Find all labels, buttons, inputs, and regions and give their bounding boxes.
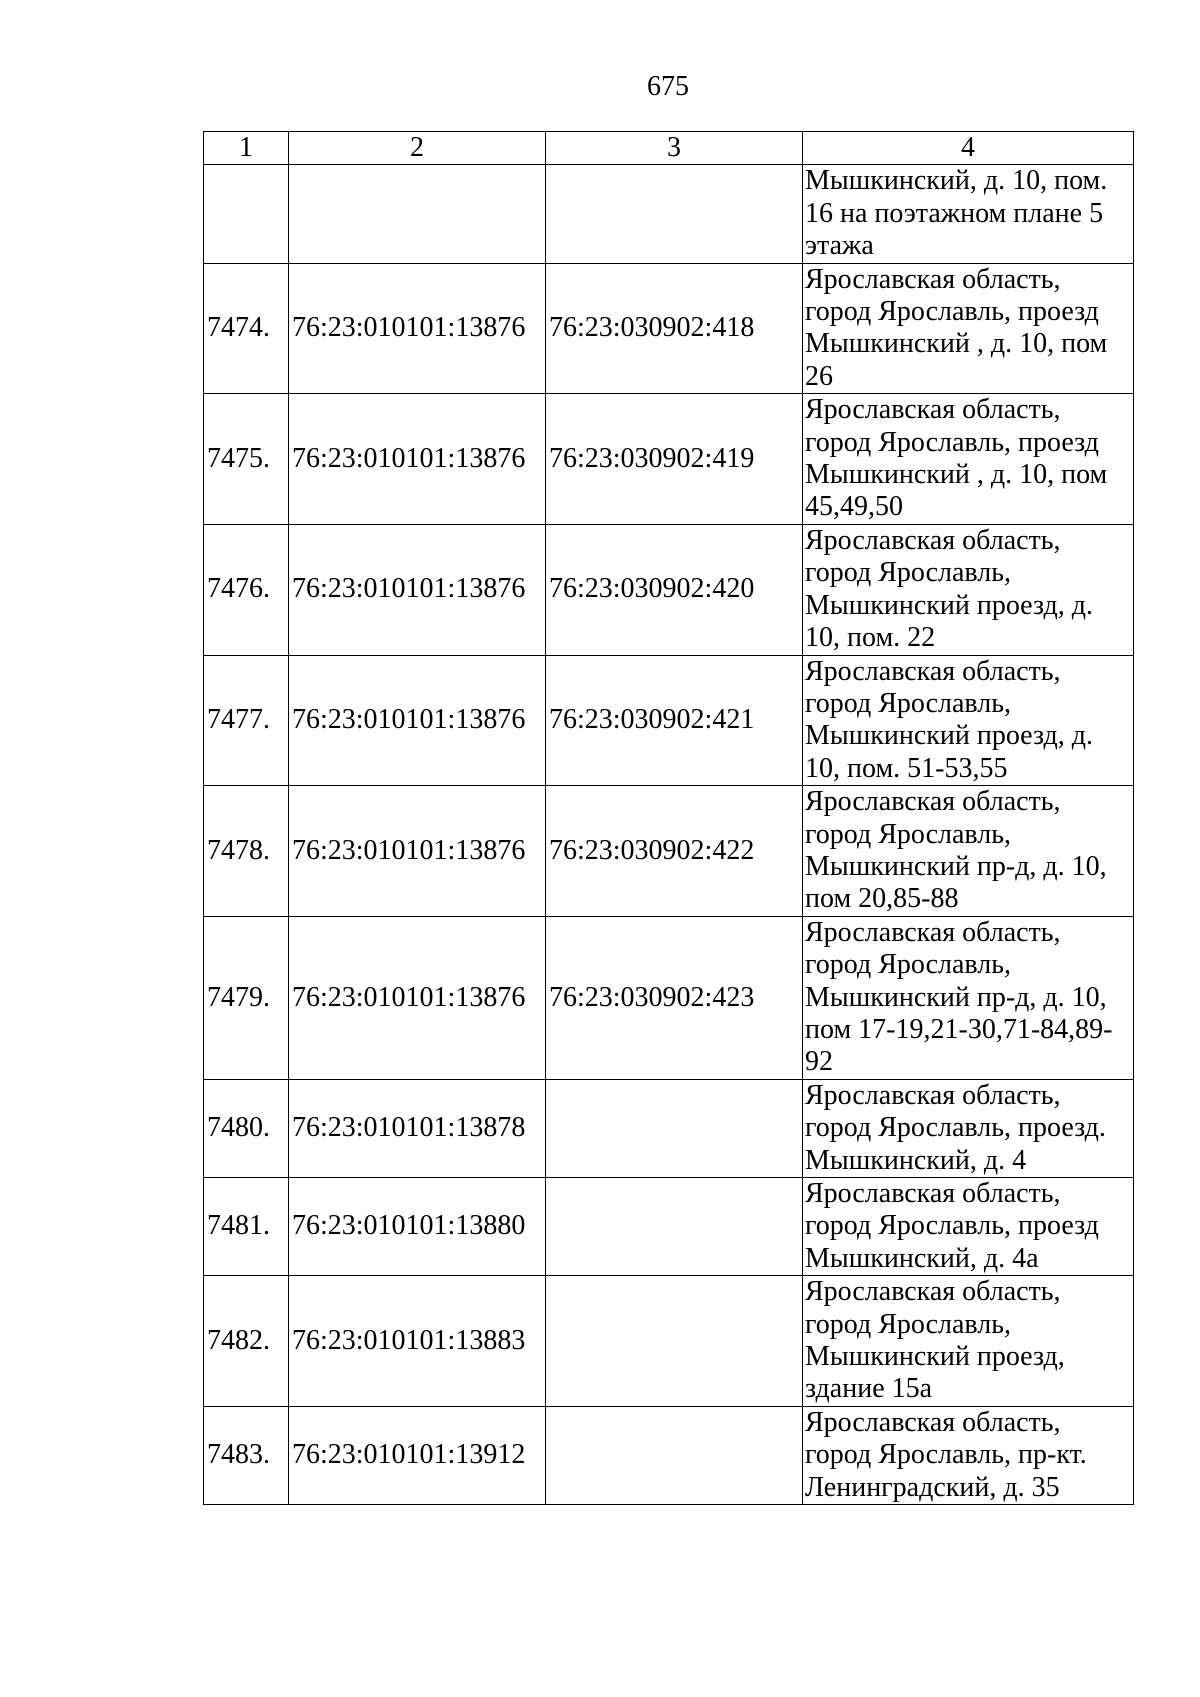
table-row — [204, 655, 1134, 786]
column-header-4: 4 — [803, 132, 1134, 165]
cadastral-number-cell: 76:23:010101:13876 — [289, 916, 546, 1079]
related-cadastral-number-cell: 76:23:030902:420 — [546, 524, 803, 655]
address-cell: Ярославская область, город Ярославль, Мышкинский проезд, д. 10, пом. 22 — [803, 524, 1134, 655]
register-table — [203, 131, 1134, 1505]
column-header-1: 1 — [204, 132, 289, 165]
page-number: 675 — [647, 71, 689, 102]
table-row — [204, 1079, 1134, 1177]
address-cell: Ярославская область, город Ярославль, Мышкинский проезд, д. 10, пом. 51-53,55 — [803, 655, 1134, 786]
address-cell: Ярославская область, город Ярославль, пр-кт. Ленинградский, д. 35 — [803, 1406, 1134, 1504]
row-number-cell: 7475. — [204, 394, 289, 525]
address-cell: Ярославская область, город Ярославль, Мышкинский проезд, здание 15а — [803, 1276, 1134, 1407]
related-cadastral-number-cell — [546, 1276, 803, 1407]
row-number-cell: 7478. — [204, 786, 289, 917]
column-header-3: 3 — [546, 132, 803, 165]
related-cadastral-number-cell — [546, 165, 803, 263]
row-number-cell: 7476. — [204, 524, 289, 655]
related-cadastral-number-cell — [546, 1079, 803, 1177]
cadastral-number-cell: 76:23:010101:13883 — [289, 1276, 546, 1407]
cadastral-number-cell: 76:23:010101:13876 — [289, 655, 546, 786]
table-row — [204, 1276, 1134, 1407]
row-number-cell: 7479. — [204, 916, 289, 1079]
table-row — [204, 916, 1134, 1079]
row-number-cell: 7482. — [204, 1276, 289, 1407]
row-number-cell: 7480. — [204, 1079, 289, 1177]
address-cell: Ярославская область, город Ярославль, Мышкинский пр-д, д. 10, пом 17-19,21-30,71-84,89- 92 — [803, 916, 1134, 1079]
cadastral-number-cell: 76:23:010101:13880 — [289, 1178, 546, 1276]
table-row — [204, 165, 1134, 263]
table-row — [204, 1406, 1134, 1504]
table-header — [204, 132, 1134, 165]
table-row — [204, 786, 1134, 917]
row-number-cell: 7483. — [204, 1406, 289, 1504]
table-header-row — [204, 132, 1134, 165]
related-cadastral-number-cell — [546, 1178, 803, 1276]
column-header-2: 2 — [289, 132, 546, 165]
address-cell: Ярославская область, город Ярославль, проезд Мышкинский , д. 10, пом 45,49,50 — [803, 394, 1134, 525]
related-cadastral-number-cell: 76:23:030902:419 — [546, 394, 803, 525]
cadastral-number-cell: 76:23:010101:13912 — [289, 1406, 546, 1504]
row-number-cell — [204, 165, 289, 263]
table-row — [204, 394, 1134, 525]
cadastral-number-cell: 76:23:010101:13876 — [289, 786, 546, 917]
table-row — [204, 263, 1134, 394]
related-cadastral-number-cell — [546, 1406, 803, 1504]
table-row — [204, 524, 1134, 655]
address-cell: Ярославская область, город Ярославль, проезд Мышкинский, д. 4а — [803, 1178, 1134, 1276]
row-number-cell: 7477. — [204, 655, 289, 786]
cadastral-number-cell: 76:23:010101:13878 — [289, 1079, 546, 1177]
cadastral-number-cell: 76:23:010101:13876 — [289, 263, 546, 394]
related-cadastral-number-cell: 76:23:030902:423 — [546, 916, 803, 1079]
address-cell: Ярославская область, город Ярославль, проезд Мышкинский , д. 10, пом 26 — [803, 263, 1134, 394]
table-body — [204, 165, 1134, 1505]
related-cadastral-number-cell: 76:23:030902:422 — [546, 786, 803, 917]
related-cadastral-number-cell: 76:23:030902:421 — [546, 655, 803, 786]
cadastral-number-cell: 76:23:010101:13876 — [289, 524, 546, 655]
row-number-cell: 7474. — [204, 263, 289, 394]
related-cadastral-number-cell: 76:23:030902:418 — [546, 263, 803, 394]
address-cell: Ярославская область, город Ярославль, Мышкинский пр-д, д. 10, пом 20,85-88 — [803, 786, 1134, 917]
cadastral-number-cell: 76:23:010101:13876 — [289, 394, 546, 525]
row-number-cell: 7481. — [204, 1178, 289, 1276]
address-cell: Мышкинский, д. 10, пом. 16 на поэтажном плане 5 этажа — [803, 165, 1134, 263]
table-row — [204, 1178, 1134, 1276]
cadastral-number-cell — [289, 165, 546, 263]
address-cell: Ярославская область, город Ярославль, проезд. Мышкинский, д. 4 — [803, 1079, 1134, 1177]
